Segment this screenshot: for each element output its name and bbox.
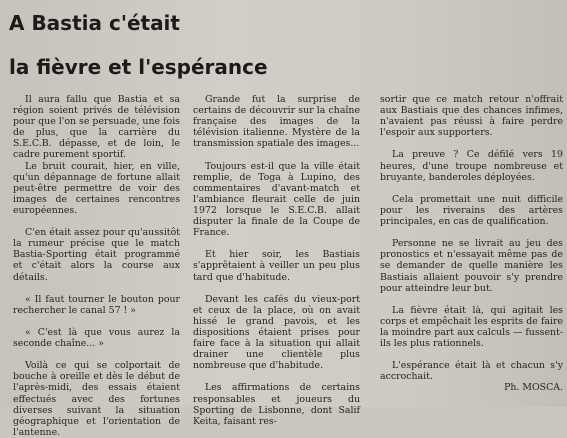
paragraph: Le bruit courait, hier, en ville, qu'un dépannage de fortune allait peut-être permettre de voir des images de certaines rencontres européennes. [13,160,180,216]
paragraph: Il aura fallu que Bastia et sa région soient privés de télévision pour que l'on se persuade, une fois de plus, que la carrière du S.E.C.B. dépasse, et de loin, le cadre purement sportif. [13,94,180,161]
paragraph: La preuve ? Ce défilé vers 19 heures, d'une troupe nombreuse et bruyante, banderoles déployées. [380,149,563,183]
paragraph: La fièvre était là, qui agitait les corps et empêchait les esprits de faire la moindre part aux calculs — fussent-ils les plus rationnels. [380,304,563,350]
headline-line-1: A Bastia c'était [9,11,180,35]
paragraph: Personne ne se livrait au jeu des pronostics et n'essayait même pas de se demander de quelle manière les Bastiais allaient pouvoir s'y prendre pour atteindre leur but. [380,238,563,294]
article-column-2 [193,94,360,427]
paragraph: Et hier soir, les Bastiais s'apprêtaient à veiller un peu plus tard que d'habitude. [193,249,360,283]
paragraph: sortir que ce match retour n'offrait aux Bastiais que des chances infimes, n'avaient pas réussi à faire perdre l'espoir aux supporters. [380,94,563,139]
paragraph: Toujours est-il que la ville était remplie, de Toga à Lupino, des commentaires d'avant-match et l'ambiance fleurait celle de juin 1972 lorsque le S.E.C.B. allait disputer la finale de la Coupe de France. [193,160,360,239]
paragraph: Cela promettait une nuit difficile pour les riverains des artères principales, en cas de qualification. [380,193,563,228]
paragraph: « Il faut tourner le bouton pour rechercher le canal 57 ! » [13,293,180,316]
paragraph: Grande fut la surprise de certains de découvrir sur la chaîne française des images de la télévision italienne. Mystère de la transmission spatiale des images... [193,94,360,150]
author-signature: Ph. MOSCA. [504,382,563,394]
paragraph: « C'est là que vous aurez la seconde chaîne... » [13,326,180,350]
article-column-1 [13,94,180,438]
paragraph: L'espérance était là et chacun s'y accrochait. [380,360,563,383]
paragraph: Les affirmations de certains responsables et joueurs du Sporting de Lisbonne, dont Salif Keita, faisant res- [193,382,360,427]
paragraph: Voilà ce qui se colportait de bouche à oreille et dès le début de l'après-midi, des essais étaient effectués avec des fortunes diverses suivant la situation géographique et l'orientation de l'antenne. [13,360,180,438]
headline-line-2: la fièvre et l'espérance [9,55,268,79]
paragraph: Devant les cafés du vieux-port et ceux de la place, où on avait hissé le grand pavois, et les dispositions étaient prises pour faire face à la situation qui allait drainer une clientèle plus nombreuse que d'habitude. [193,293,360,372]
paragraph: C'en était assez pour qu'aussitôt la rumeur précise que le match Bastia-Sporting était programmé et c'était alors la course aux détails. [13,227,180,283]
article-column-3 [380,94,563,394]
